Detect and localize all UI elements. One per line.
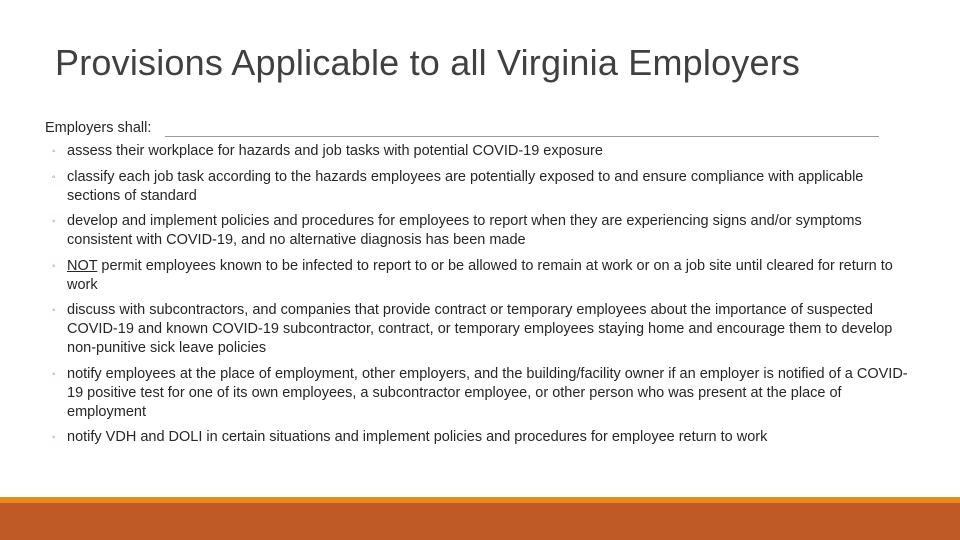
lead-text: Employers shall: (45, 120, 152, 136)
bullet-icon: ◦ (52, 432, 56, 443)
list-item-text: classify each job task according to the hazards employees are potentially exposed to and ensure compliance with applicable sections of standard (67, 168, 864, 204)
list-item-text: permit employees known to be infected to report to or be allowed to remain at work or on a job site until cleared for return to work (67, 257, 893, 293)
list-item (50, 428, 910, 447)
provisions-list (50, 142, 910, 454)
list-item (50, 301, 910, 358)
bullet-icon: ◦ (52, 171, 56, 183)
list-item (50, 142, 910, 161)
bullet-icon: ◦ (52, 146, 56, 157)
slide-title: Provisions Applicable to all Virginia Employers (55, 42, 801, 83)
list-item-text: notify VDH and DOLI in certain situations and implement policies and procedures for employee return to work (67, 429, 768, 445)
emphasis-not: NOT (67, 257, 98, 274)
list-item (50, 365, 910, 422)
list-item-text: discuss with subcontractors, and companies that provide contract or temporary employees about the importance of suspected COVID-19 and known COVID-19 subcontractor, contract, or temporary employees staying home and encourage them to develop non-punitive sick leave policies (67, 302, 893, 356)
list-item (50, 212, 910, 250)
footer-bar (0, 503, 960, 540)
bullet-icon: ◦ (52, 368, 56, 380)
bullet-icon: ◦ (52, 216, 56, 227)
list-item-text: develop and implement policies and procedures for employees to report when they are experiencing signs and/or symptoms consistent with COVID-19, and no alternative diagnosis has been made (67, 213, 862, 248)
list-item (50, 257, 910, 295)
bullet-icon: ◦ (52, 305, 56, 316)
list-item (50, 168, 910, 206)
list-item-text: assess their workplace for hazards and job tasks with potential COVID-19 exposure (67, 143, 603, 159)
bullet-icon: ◦ (52, 260, 56, 272)
list-item-text: notify employees at the place of employment, other employers, and the building/facility owner if an employer is notified of a COVID-19 positive test for one of its own employees, a subcontractor employee, or other person who was present at the place of employment (67, 365, 908, 420)
divider-line (165, 136, 879, 137)
